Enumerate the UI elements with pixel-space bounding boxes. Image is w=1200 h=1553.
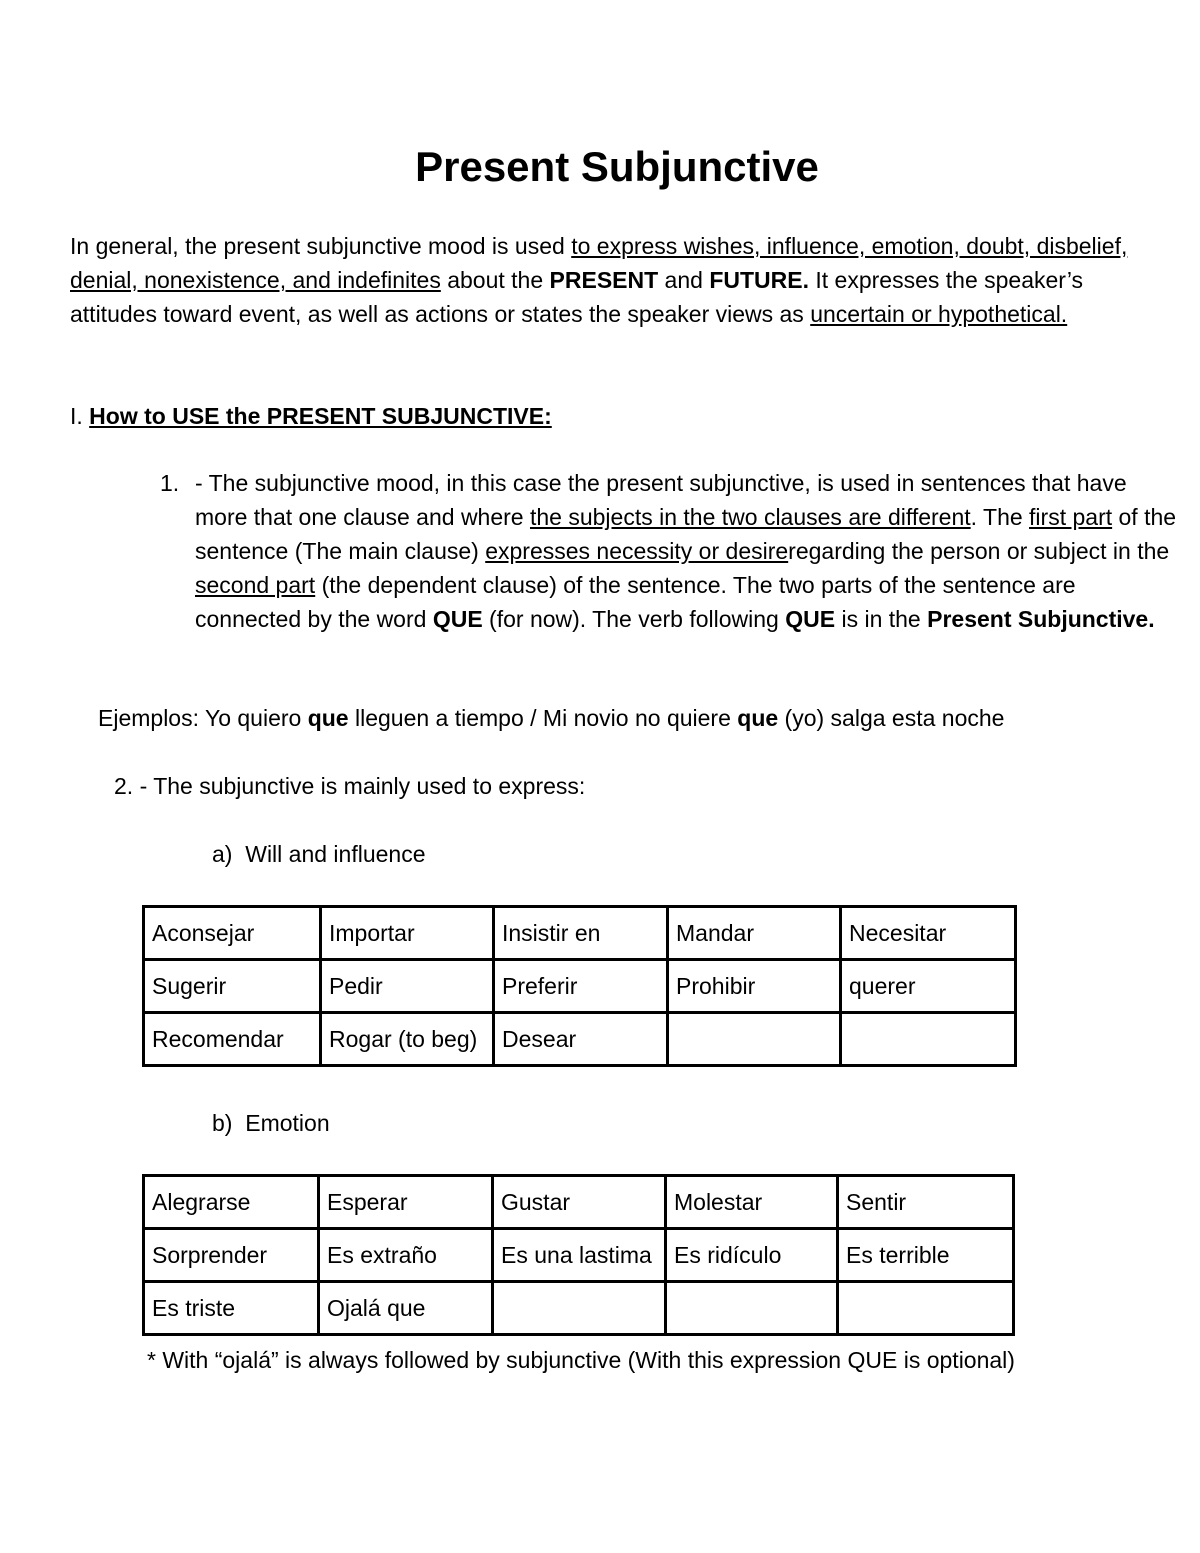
item1-text-5: (the dependent clause) of the sentence. The two parts of the sentence are connected by the word — [195, 572, 1076, 632]
table-row — [144, 960, 1016, 1013]
table-cell: Esperar — [319, 1176, 493, 1229]
table-cell: Pedir — [321, 960, 494, 1013]
item1-bold-que: QUE — [432, 606, 483, 632]
intro-underline-uses: to express wishes, influence, emotion, doubt, disbelief, denial, nonexistence, and indefinites — [70, 233, 1128, 293]
table-cell: Es extraño — [319, 1229, 493, 1282]
footnote: * With “ojalá” is always followed by subjunctive (With this expression QUE is optional) — [147, 1347, 1015, 1373]
subheading-will — [212, 837, 426, 871]
list-item-1 — [195, 466, 1180, 636]
table-cell: Prohibir — [668, 960, 841, 1013]
table-cell: Importar — [321, 907, 494, 960]
table-cell: Es terrible — [838, 1229, 1014, 1282]
section-heading — [70, 399, 1170, 433]
intro-text-2: about the — [440, 267, 550, 293]
table-cell — [668, 1013, 841, 1066]
table-cell: Insistir en — [494, 907, 668, 960]
item1-text-4: regarding the person or subject in the — [788, 538, 1170, 564]
intro-bold-present: PRESENT — [549, 267, 659, 293]
section-title: How to USE the PRESENT SUBJUNCTIVE: — [89, 403, 552, 429]
emotion-table — [142, 1174, 1015, 1336]
table-cell — [666, 1282, 838, 1335]
table-cell: Sorprender — [144, 1229, 319, 1282]
table-cell: Sentir — [838, 1176, 1014, 1229]
table-cell: Mandar — [668, 907, 841, 960]
intro-text-4: It expresses the speaker’s attitudes toward event, as well as actions or states the speaker views as — [70, 267, 1084, 327]
table-row — [144, 1176, 1014, 1229]
table-row — [144, 1282, 1014, 1335]
item1-bold-que-2: QUE — [785, 606, 836, 632]
table-cell: Recomendar — [144, 1013, 321, 1066]
table-cell: Rogar (to beg) — [321, 1013, 494, 1066]
table-cell: Desear — [494, 1013, 668, 1066]
examples-text-3: (yo) salga esta noche — [778, 705, 1005, 731]
table-cell: Preferir — [494, 960, 668, 1013]
table-cell: Es ridículo — [666, 1229, 838, 1282]
will-influence-table — [142, 905, 1017, 1067]
table-cell — [838, 1282, 1014, 1335]
table-row — [144, 907, 1016, 960]
table-cell: Es una lastima — [493, 1229, 666, 1282]
intro-text-3: and — [658, 267, 710, 293]
subheading-will-label: a) — [212, 841, 233, 867]
examples-line — [98, 701, 1178, 735]
item1-text-3: of the sentence (The main clause) — [195, 504, 1177, 564]
item1-underline-second-part: second part — [195, 572, 316, 598]
intro-paragraph — [70, 229, 1170, 331]
item1-text-1: - The subjunctive mood, in this case the present subjunctive, is used in sentences that have more that one clause and where — [195, 470, 1127, 530]
table-cell — [841, 1013, 1016, 1066]
intro-underline-uncertain: uncertain or hypothetical. — [810, 301, 1068, 327]
examples-bold-que: que — [307, 705, 349, 731]
table-row — [144, 1013, 1016, 1066]
section-prefix: I. — [70, 403, 90, 429]
table-cell: Aconsejar — [144, 907, 321, 960]
intro-bold-future: FUTURE. — [709, 267, 809, 293]
table-cell: Molestar — [666, 1176, 838, 1229]
subheading-will-text: Will and influence — [245, 841, 426, 867]
item1-underline-necessity: expresses necessity or desire — [485, 538, 789, 564]
item1-underline-subjects: the subjects in the two clauses are different — [529, 504, 971, 530]
table-row — [144, 1229, 1014, 1282]
subheading-emotion — [212, 1106, 330, 1140]
table-cell: Es triste — [144, 1282, 319, 1335]
intro-text-1: In general, the present subjunctive mood is used — [70, 233, 572, 259]
page-title: Present Subjunctive — [415, 143, 819, 190]
subheading-emotion-text: Emotion — [245, 1110, 330, 1136]
table-cell: Necesitar — [841, 907, 1016, 960]
table-cell: Alegrarse — [144, 1176, 319, 1229]
table-cell: querer — [841, 960, 1016, 1013]
table-cell: Sugerir — [144, 960, 321, 1013]
examples-text-1: Ejemplos: Yo quiero — [98, 705, 308, 731]
examples-bold-que-2: que — [737, 705, 779, 731]
examples-text-2: lleguen a tiempo / Mi novio no quiere — [348, 705, 738, 731]
table-cell: Gustar — [493, 1176, 666, 1229]
item1-text-7: is in the — [835, 606, 928, 632]
item1-bold-present-subjunctive: Present Subjunctive. — [927, 606, 1155, 632]
list-item-2: 2. - The subjunctive is mainly used to express: — [114, 773, 586, 799]
item1-text-2: . The — [970, 504, 1030, 530]
item1-underline-first-part: first part — [1029, 504, 1113, 530]
item1-text-6: (for now). The verb following — [482, 606, 786, 632]
list-item-number: 1. — [160, 470, 180, 496]
subheading-emotion-label: b) — [212, 1110, 233, 1136]
table-cell — [493, 1282, 666, 1335]
table-cell: Ojalá que — [319, 1282, 493, 1335]
